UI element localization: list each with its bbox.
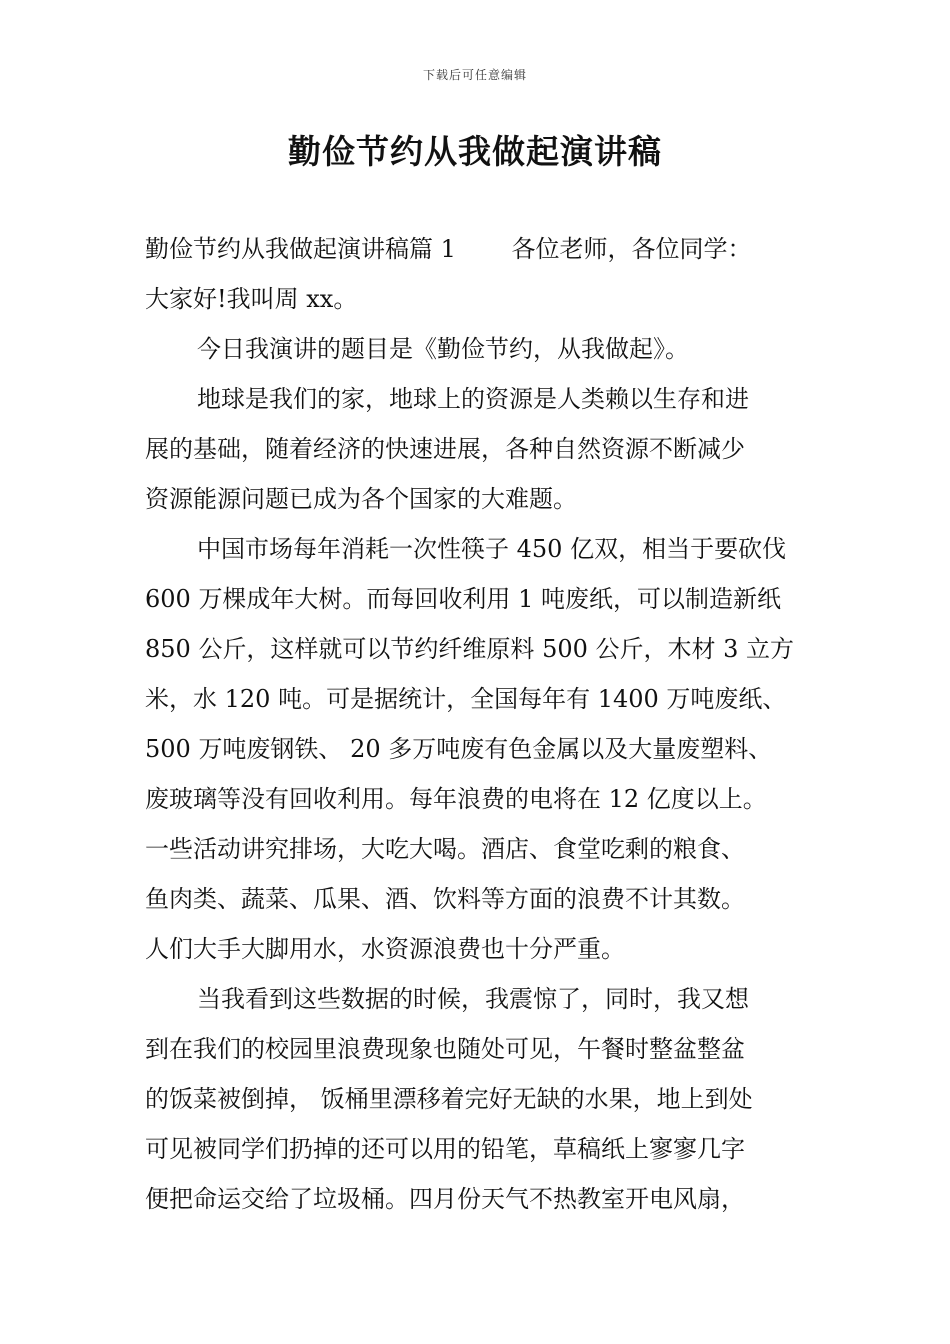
document-body — [145, 224, 825, 1224]
body-line: 资源能源问题已成为各个国家的大难题。 — [145, 485, 577, 513]
paragraph-start-line: 今日我演讲的题目是《勤俭节约，从我做起》。 — [197, 335, 689, 363]
paragraph-start-line: 中国市场每年消耗一次性筷子 450 亿双，相当于要砍伐 — [197, 535, 787, 563]
body-line: 废玻璃等没有回收利用。每年浪费的电将在 12 亿度以上。 — [145, 785, 767, 813]
header-note: 下载后可任意编辑 — [422, 68, 527, 82]
body-line: 600 万棵成年大树。而每回收利用 1 吨废纸，可以制造新纸 — [145, 585, 781, 613]
body-line: 到在我们的校园里浪费现象也随处可见，午餐时整盆整盆 — [145, 1035, 745, 1063]
body-line: 人们大手大脚用水，水资源浪费也十分严重。 — [145, 935, 625, 963]
body-line: 可见被同学们扔掉的还可以用的铅笔，草稿纸上寥寥几字 — [145, 1135, 745, 1163]
body-line: 便把命运交给了垃圾桶。四月份天气不热教室开电风扇， — [145, 1185, 745, 1213]
body-line: 大家好!我叫周 xx。 — [145, 285, 358, 313]
body-line: 展的基础，随着经济的快速进展，各种自然资源不断减少 — [145, 435, 745, 463]
body-line: 米，水 120 吨。可是据统计，全国每年有 1400 万吨废纸、 — [145, 685, 787, 713]
body-line: 500 万吨废钢铁、 20 多万吨废有色金属以及大量废塑料、 — [145, 735, 773, 763]
paragraph-start-line: 当我看到这些数据的时候，我震惊了，同时，我又想 — [197, 985, 749, 1013]
body-line: 一些活动讲究排场，大吃大喝。酒店、食堂吃剩的粮食、 — [145, 835, 745, 863]
body-line: 鱼肉类、蔬菜、瓜果、酒、饮料等方面的浪费不计其数。 — [145, 885, 745, 913]
body-line: 的饭菜被倒掉， 饭桶里漂移着完好无缺的水果，地上到处 — [145, 1085, 753, 1113]
paragraph-start-line: 地球是我们的家，地球上的资源是人类赖以生存和进 — [197, 385, 749, 413]
document-title: 勤俭节约从我做起演讲稿 — [288, 132, 662, 171]
body-line: 850 公斤，这样就可以节约纤维原料 500 公斤，木材 3 立方 — [145, 635, 795, 663]
body-line: 勤俭节约从我做起演讲稿篇 1 各位老师，各位同学： — [145, 235, 752, 263]
